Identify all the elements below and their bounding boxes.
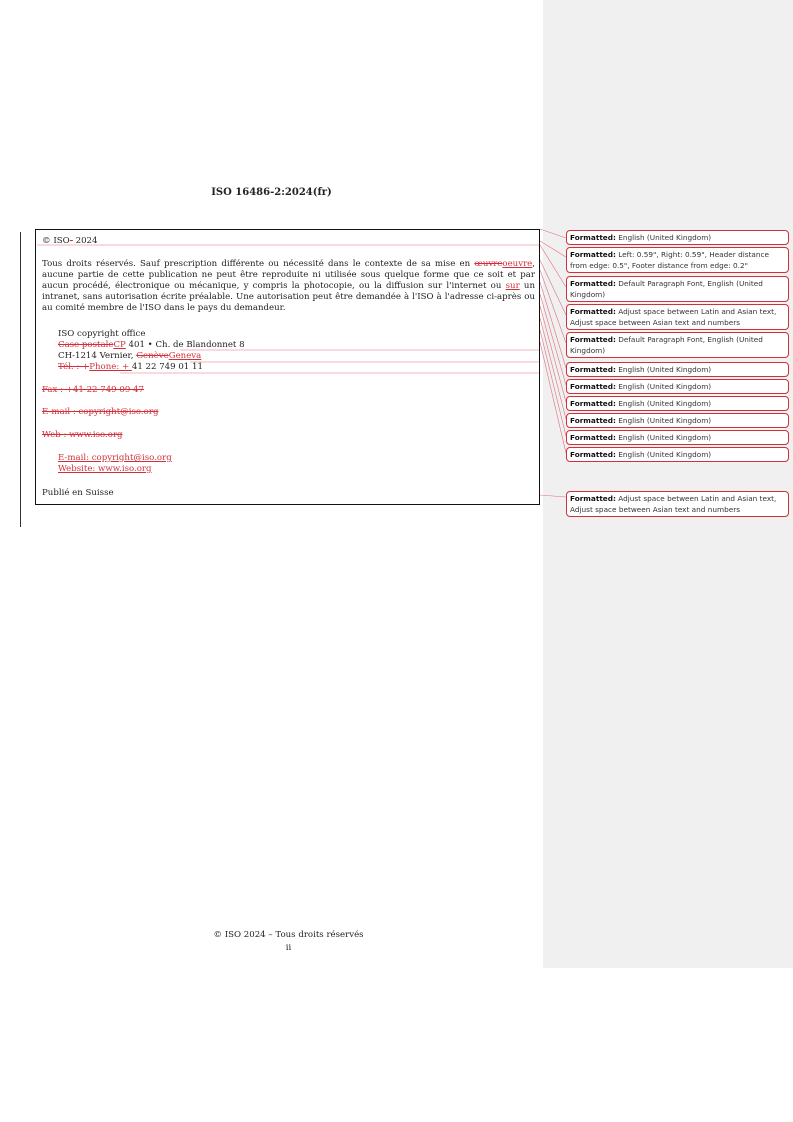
- balloon-text: English (United Kingdom): [615, 450, 712, 459]
- web-deleted: Web : www.iso.org: [42, 430, 123, 440]
- balloon-label: Formatted:: [570, 382, 616, 391]
- format-change-balloon[interactable]: [566, 447, 789, 462]
- format-change-balloon[interactable]: [566, 413, 789, 428]
- page-header: ISO 16486-2:2024(fr): [211, 187, 332, 198]
- balloon-text: Adjust space between Latin and Asian text, Adjust space between Asian text and numbers: [570, 307, 777, 327]
- format-change-balloon[interactable]: [566, 230, 789, 245]
- fax-deleted: Fax : +41 22 749 09 47: [42, 385, 144, 395]
- balloon-label: Formatted:: [570, 307, 616, 316]
- page-number: ii: [285, 943, 292, 953]
- format-change-balloon[interactable]: [566, 332, 789, 358]
- balloon-label: Formatted:: [570, 416, 616, 425]
- balloon-label: Formatted:: [570, 233, 616, 242]
- balloon-text: English (United Kingdom): [615, 233, 712, 242]
- balloon-text: Left: 0.59", Right: 0.59", Header distance from edge: 0.5", Footer distance from edge: 0.2": [570, 250, 770, 270]
- balloon-text: English (United Kingdom): [615, 399, 712, 408]
- address-line-1: Case postaleCP 401 • Ch. de Blandonnet 8: [58, 340, 245, 350]
- balloon-text: Default Paragraph Font, English (United Kingdom): [570, 335, 763, 355]
- copyright-line: © ISO- 2024: [42, 236, 98, 246]
- balloon-text: English (United Kingdom): [615, 365, 712, 374]
- copyright-box: [35, 229, 540, 505]
- balloon-text: Adjust space between Latin and Asian text, Adjust space between Asian text and numbers: [570, 494, 777, 514]
- balloon-label: Formatted:: [570, 250, 616, 259]
- balloon-label: Formatted:: [570, 494, 616, 503]
- phone-line: Tél. : +Phone: + 41 22 749 01 11: [58, 362, 203, 372]
- balloon-label: Formatted:: [570, 433, 616, 442]
- email-deleted: E-mail : copyright@iso.org: [42, 407, 159, 417]
- format-change-balloon[interactable]: [566, 491, 789, 517]
- format-change-balloon[interactable]: [566, 379, 789, 394]
- balloon-text: English (United Kingdom): [615, 433, 712, 442]
- balloon-text: Default Paragraph Font, English (United Kingdom): [570, 279, 763, 299]
- balloon-label: Formatted:: [570, 365, 616, 374]
- format-change-balloon[interactable]: [566, 304, 789, 330]
- balloon-text: English (United Kingdom): [615, 382, 712, 391]
- rights-paragraph: Tous droits réservés. Sauf prescription différente ou nécessité dans le contexte de sa mise en œuvreoeuvre, aucune partie de cette publication ne peut être reproduite ni utilisée sous quelque forme que ce soit et par aucun procédé, électronique ou mécanique, y compris la photocopie, ou la diffusion sur l'internet ou sur un intranet, sans autorisation écrite préalable. Une autorisation peut être demandée à l'ISO à l'adresse ci-après ou au comité membre de l'ISO dans le pays du demandeur.: [42, 259, 535, 313]
- balloon-label: Formatted:: [570, 279, 616, 288]
- published-in: Publié en Suisse: [42, 488, 114, 498]
- balloon-label: Formatted:: [570, 399, 616, 408]
- footer-copyright: © ISO 2024 – Tous droits réservés: [213, 930, 364, 940]
- balloon-label: Formatted:: [570, 450, 616, 459]
- format-change-balloon[interactable]: [566, 430, 789, 445]
- website-inserted[interactable]: Website: www.iso.org: [58, 464, 152, 474]
- format-change-balloon[interactable]: [566, 362, 789, 377]
- balloon-label: Formatted:: [570, 335, 616, 344]
- office-name: ISO copyright office: [58, 329, 146, 339]
- email-inserted[interactable]: E-mail: copyright@iso.org: [58, 453, 172, 463]
- format-change-balloon[interactable]: [566, 247, 789, 273]
- format-change-balloon[interactable]: [566, 396, 789, 411]
- format-change-balloon[interactable]: [566, 276, 789, 302]
- address-line-2: CH-1214 Vernier, GenèveGeneva: [58, 351, 202, 361]
- balloon-text: English (United Kingdom): [615, 416, 712, 425]
